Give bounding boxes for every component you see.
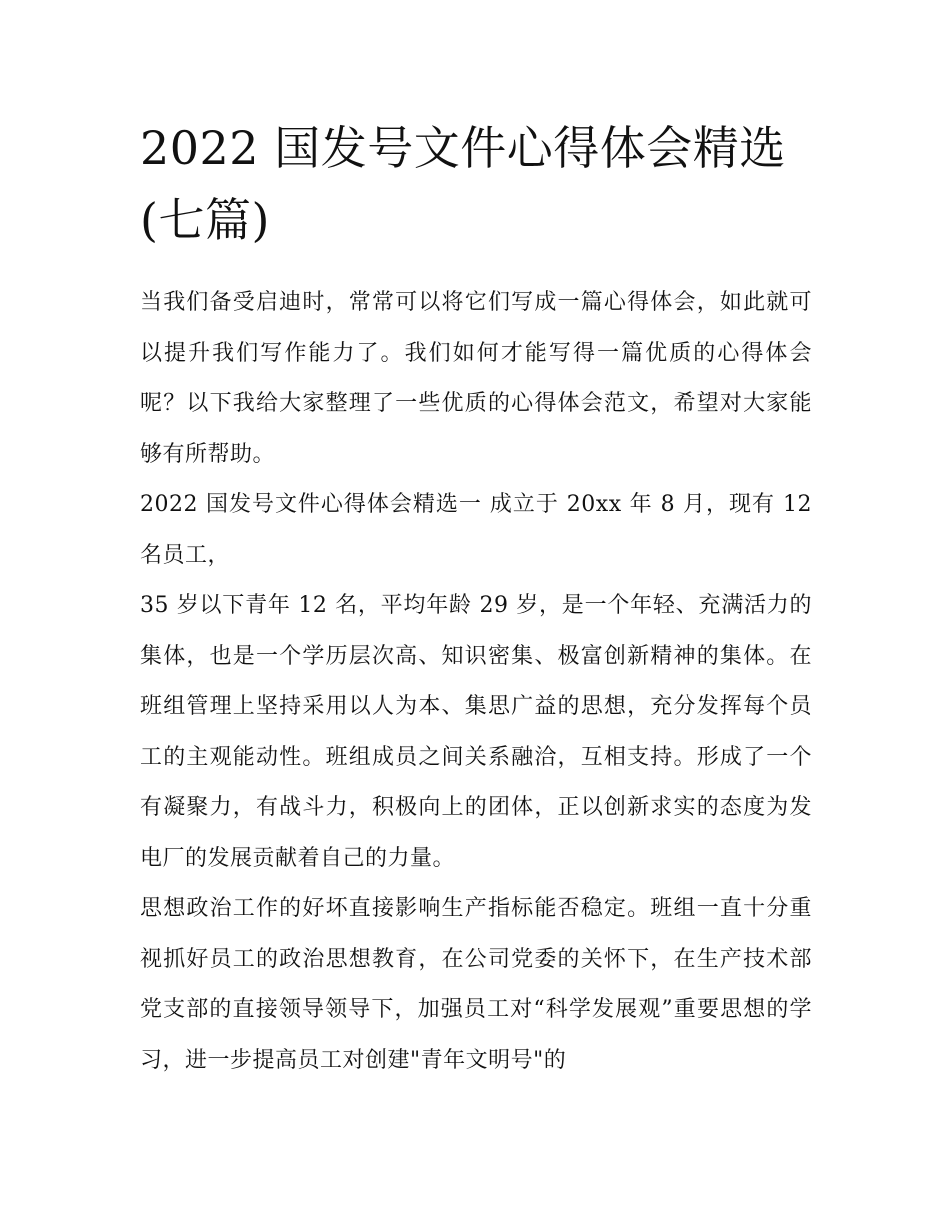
paragraph-section-one-heading: 2022 国发号文件心得体会精选一 成立于 20xx 年 8 月，现有 12 名员工， [140,492,812,568]
paragraph-political-work: 思想政治工作的好坏直接影响生产指标能否稳定。班组一直十分重视抓好员工的政治思想教育，在公司党委的关怀下，在生产技术部党支部的直接领导领导下，加强员工对“科学发展观”重要思想的学习，进一步提高员工对创建"青年文明号"的 [140,896,812,1073]
paragraph-intro: 当我们备受启迪时，常常可以将它们写成一篇心得体会，如此就可以提升我们写作能力了。我们如何才能写得一篇优质的心得体会呢？以下我给大家整理了一些优质的心得体会范文，希望对大家能够有所帮助。 [140,290,812,467]
paragraph-team-description: 35 岁以下青年 12 名，平均年龄 29 岁，是一个年轻、充满活力的集体，也是一个学历层次高、知识密集、极富创新精神的集体。在班组管理上坚持采用以人为本、集思广益的思想，充分发挥每个员工的主观能动性。班组成员之间关系融洽，互相支持。形成了一个有凝聚力，有战斗力，积极向上的团体，正以创新求实的态度为发电厂的发展贡献着自己的力量。 [140,593,812,871]
document-body [140,278,812,1086]
document-title: 2022 国发号文件心得体会精选(七篇) [140,121,786,247]
